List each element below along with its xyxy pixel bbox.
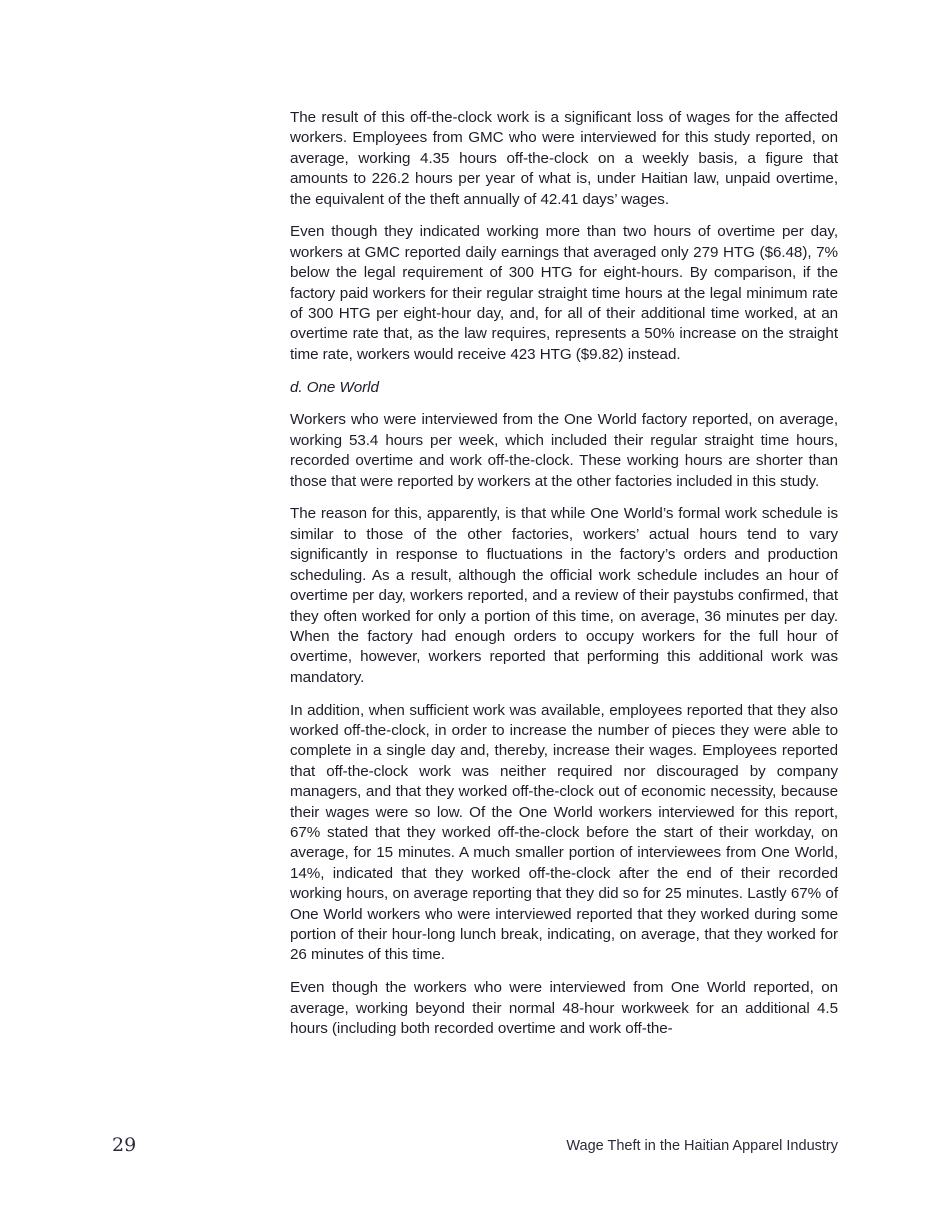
paragraph-one-world-hours: Workers who were interviewed from the One World factory reported, on average, working 53.4 hours per week, which included their regular straight time hours, recorded overtime and work off-the-clock. These working hours are shorter than those that were reported by workers at the other factories included in this study. <box>290 411 838 490</box>
paragraph-one-world-off-clock: In addition, when sufficient work was available, employees reported that they also worked off-the-clock, in order to increase the number of pieces they were able to complete in a single day and, thereby, increase their wages. Employees reported that off-the-clock work was neither required nor discouraged by company managers, and that they worked off-the-clock out of economic necessity, because their wages were so low. Of the One World workers interviewed for this report, 67% stated that they worked off-the-clock before the start of their workday, on average, for 15 minutes. A much smaller portion of interviewees from One World, 14%, indicated that they worked off-the-clock after the end of their recorded working hours, on average reporting that they did so for 25 minutes. Lastly 67% of One World workers who were interviewed reported that they worked during some portion of their hour-long lunch break, indicating, on average, that they worked for 26 minutes of this time. <box>290 701 838 964</box>
paragraph-gmc-earnings: Even though they indicated working more than two hours of overtime per day, workers at GMC reported daily earnings that averaged only 279 HTG ($6.48), 7% below the legal requirement of 300 HTG for eight-hours. By comparison, if the factory paid workers for their regular straight time hours at the legal minimum rate of 300 HTG per eight-hour day, and, for all of their additional time worked, at an overtime rate that, as the law requires, represents a 50% increase on the straight time rate, workers would receive 423 HTG ($9.82) instead. <box>290 223 838 363</box>
paragraph-gmc-wage-loss: The result of this off-the-clock work is a significant loss of wages for the affected workers. Employees from GMC who were interviewed for this study reported, on average, working 4.35 hours off-the-clock on a weekly basis, a figure that amounts to 226.2 hours per year of what is, under Haitian law, unpaid overtime, the equivalent of the theft annually of 42.41 days’ wages. <box>290 109 838 208</box>
page-number: 29 <box>112 1134 137 1156</box>
running-title: Wage Theft in the Haitian Apparel Industry <box>566 1138 838 1154</box>
paragraph-one-world-schedule: The reason for this, apparently, is that while One World’s formal work schedule is similar to those of the other factories, workers’ actual hours tend to vary significantly in response to fluctuations in the factory’s orders and production scheduling. As a result, although the official work schedule includes an hour of overtime per day, workers reported, and a review of their paystubs confirmed, that they often worked for only a portion of this time, on average, 36 minutes per day. When the factory had enough orders to occupy workers for the full hour of overtime, however, workers reported that performing this additional work was mandatory. <box>290 505 838 686</box>
body-text <box>290 108 838 1052</box>
section-heading-one-world: d. One World <box>290 378 379 396</box>
paragraph-one-world-overtime: Even though the workers who were interviewed from One World reported, on average, working beyond their normal 48-hour workweek for an additional 4.5 hours (including both recorded overtime and work off-the- <box>290 979 838 1037</box>
